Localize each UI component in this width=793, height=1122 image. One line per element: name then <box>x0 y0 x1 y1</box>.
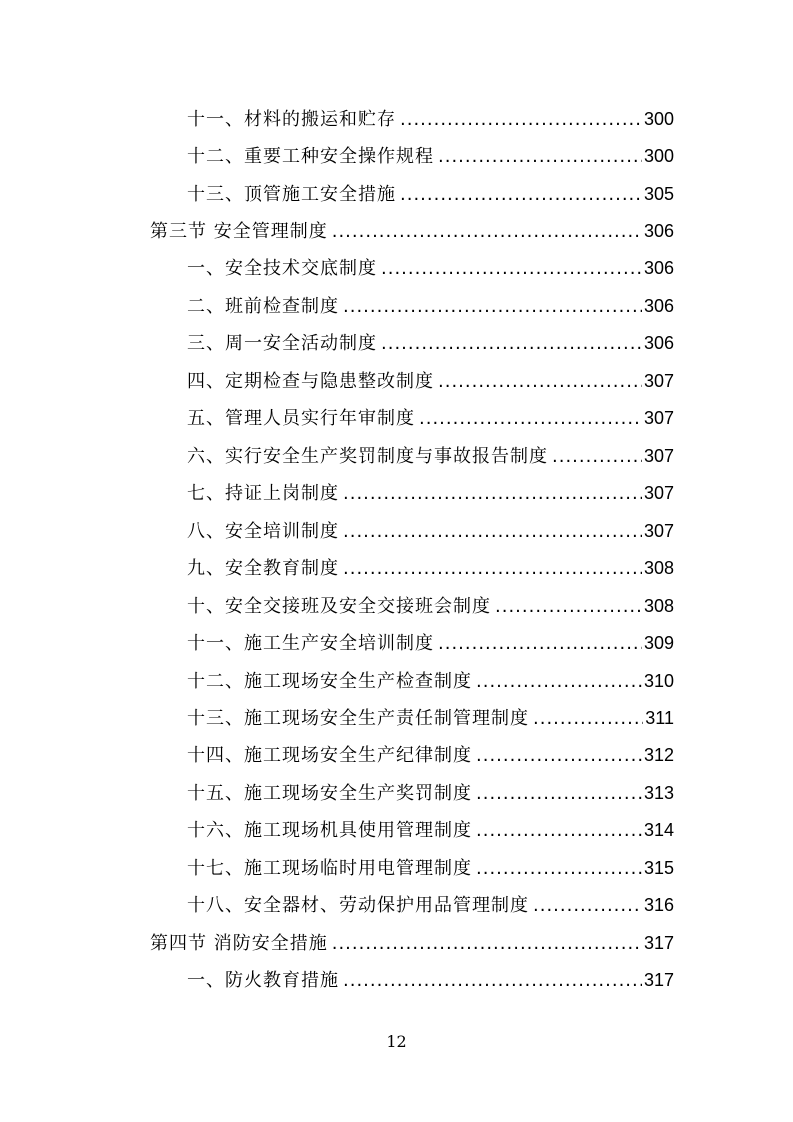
toc-entry[interactable] <box>187 251 674 285</box>
toc-entry[interactable] <box>187 476 674 510</box>
toc-dot-leader <box>419 402 642 436</box>
toc-dot-leader <box>343 964 642 998</box>
toc-entry-page: 306 <box>643 258 674 278</box>
toc-entry-title: 十七、施工现场临时用电管理制度 <box>187 858 472 879</box>
toc-entry-title: 十六、施工现场机具使用管理制度 <box>187 820 472 841</box>
toc-entry-title: 十三、施工现场安全生产责任制管理制度 <box>187 708 529 729</box>
toc-dot-leader <box>343 515 642 549</box>
toc-entry-title: 第四节 消防安全措施 <box>150 933 328 954</box>
toc-dot-leader <box>438 627 642 661</box>
toc-entry-page: 314 <box>643 820 674 840</box>
toc-entry-title: 六、实行安全生产奖罚制度与事故报告制度 <box>187 446 548 467</box>
toc-entry[interactable] <box>187 551 674 585</box>
toc-entry-page: 313 <box>643 783 674 803</box>
toc-entry-page: 305 <box>643 184 674 204</box>
toc-dot-leader <box>400 103 642 137</box>
toc-entry-title: 十八、安全器材、劳动保护用品管理制度 <box>187 895 529 916</box>
toc-entry[interactable] <box>187 289 674 323</box>
toc-entry-title: 三、周一安全活动制度 <box>187 333 377 354</box>
toc-entry[interactable] <box>187 326 674 360</box>
toc-dot-leader <box>381 252 642 286</box>
toc-dot-leader <box>476 852 642 886</box>
toc-dot-leader <box>438 140 642 174</box>
toc-entry-title: 八、安全培训制度 <box>187 521 339 542</box>
toc-entry-title: 第三节 安全管理制度 <box>150 221 328 242</box>
toc-dot-leader <box>400 178 642 212</box>
toc-entry-page: 307 <box>643 483 674 503</box>
toc-dot-leader <box>332 927 642 961</box>
page-number: 12 <box>386 1032 407 1051</box>
toc-entry[interactable] <box>187 589 674 623</box>
toc-entry-title: 十二、重要工种安全操作规程 <box>187 146 434 167</box>
toc-entry[interactable] <box>187 439 674 473</box>
toc-entry-page: 311 <box>645 708 674 728</box>
toc-entry[interactable] <box>187 664 674 698</box>
toc-dot-leader <box>552 440 642 474</box>
toc-entry-page: 310 <box>643 671 674 691</box>
toc-section-entry[interactable] <box>150 214 674 248</box>
toc-entry-page: 300 <box>643 146 674 166</box>
toc-entry-title: 十一、施工生产安全培训制度 <box>187 633 434 654</box>
toc-entry-page: 315 <box>643 858 674 878</box>
toc-entry-title: 十一、材料的搬运和贮存 <box>187 109 396 130</box>
toc-entry-page: 316 <box>643 895 674 915</box>
toc-entry-title: 一、安全技术交底制度 <box>187 258 377 279</box>
toc-section-entry[interactable] <box>150 926 674 960</box>
toc-entry[interactable] <box>187 102 674 136</box>
toc-entry-page: 317 <box>643 933 674 953</box>
toc-entry[interactable] <box>187 813 674 847</box>
toc-entry[interactable] <box>187 776 674 810</box>
toc-dot-leader <box>381 327 642 361</box>
toc-entry-page: 317 <box>643 970 674 990</box>
toc-dot-leader <box>476 777 642 811</box>
toc-entry-page: 308 <box>643 596 674 616</box>
toc-dot-leader <box>343 552 642 586</box>
toc-dot-leader <box>332 215 642 249</box>
toc-entry-title: 二、班前检查制度 <box>187 296 339 317</box>
toc-dot-leader <box>495 590 642 624</box>
toc-entry-page: 308 <box>643 558 674 578</box>
toc-entry-page: 307 <box>643 446 674 466</box>
toc-dot-leader <box>343 290 642 324</box>
toc-entry-page: 306 <box>643 221 674 241</box>
toc-entry-title: 五、管理人员实行年审制度 <box>187 408 415 429</box>
toc-dot-leader <box>533 702 643 736</box>
toc-entry[interactable] <box>187 514 674 548</box>
toc-entry[interactable] <box>187 963 674 997</box>
toc-entry-title: 十四、施工现场安全生产纪律制度 <box>187 745 472 766</box>
toc-entry-page: 307 <box>643 371 674 391</box>
toc-entry-page: 307 <box>643 521 674 541</box>
toc-entry-page: 309 <box>643 633 674 653</box>
toc-entry[interactable] <box>187 851 674 885</box>
toc-entry[interactable] <box>187 701 674 735</box>
toc-entry-page: 307 <box>643 408 674 428</box>
toc-entry[interactable] <box>187 401 674 435</box>
toc-entry-page: 306 <box>643 296 674 316</box>
toc-entry-page: 312 <box>643 745 674 765</box>
toc-entry[interactable] <box>187 888 674 922</box>
toc-dot-leader <box>476 665 642 699</box>
toc-entry[interactable] <box>187 738 674 772</box>
toc-dot-leader <box>476 739 642 773</box>
toc-entry-title: 十二、施工现场安全生产检查制度 <box>187 671 472 692</box>
toc-dot-leader <box>438 365 642 399</box>
toc-dot-leader <box>343 477 642 511</box>
toc-entry-page: 300 <box>643 109 674 129</box>
toc-dot-leader <box>533 889 642 923</box>
toc-entry-title: 十五、施工现场安全生产奖罚制度 <box>187 783 472 804</box>
toc-entry-title: 九、安全教育制度 <box>187 558 339 579</box>
toc-entry[interactable] <box>187 364 674 398</box>
toc-entry[interactable] <box>187 626 674 660</box>
toc-entry-title: 十、安全交接班及安全交接班会制度 <box>187 596 491 617</box>
toc-entry-title: 十三、顶管施工安全措施 <box>187 184 396 205</box>
toc-entry[interactable] <box>187 177 674 211</box>
toc-entry[interactable] <box>187 139 674 173</box>
toc-entry-title: 一、防火教育措施 <box>187 970 339 991</box>
toc-entry-title: 七、持证上岗制度 <box>187 483 339 504</box>
toc-entry-title: 四、定期检查与隐患整改制度 <box>187 371 434 392</box>
toc-dot-leader <box>476 814 642 848</box>
toc-entry-page: 306 <box>643 333 674 353</box>
